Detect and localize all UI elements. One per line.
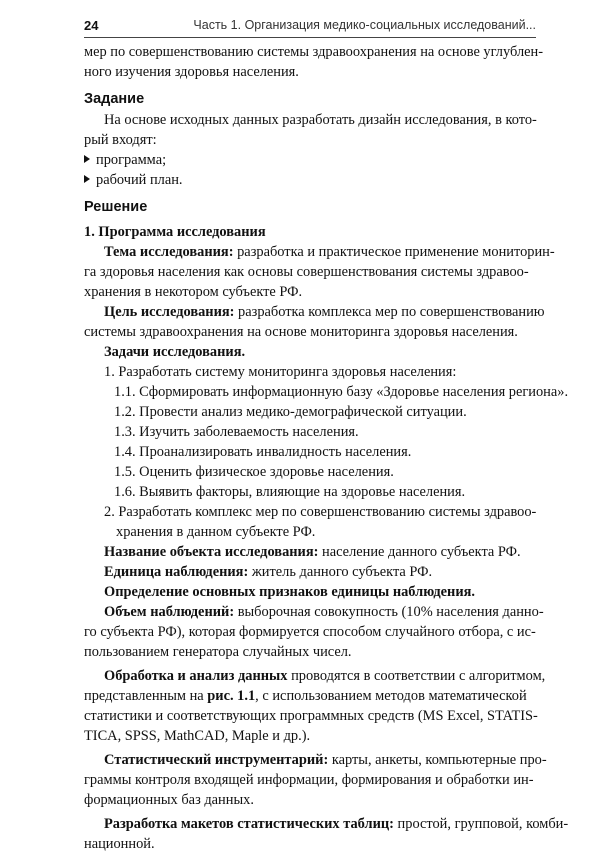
topic-label: Тема исследования: [104, 244, 234, 260]
processing-line: статистики и соответствующих программных средств (MS Excel, STATIS- [84, 708, 538, 724]
tasks-heading: Задачи исследования. [104, 344, 246, 360]
unit-label: Единица наблюдения: [104, 564, 249, 580]
bullet-triangle-icon [84, 175, 90, 183]
bullet-item [84, 170, 536, 190]
header-rule [84, 37, 536, 38]
tools-label: Статистический инструментарий: [104, 752, 329, 768]
intro-line: мер по совершенствованию системы здравоохранения на основе углублен- [84, 44, 544, 60]
subtask-item: 1.2. Провести анализ медико-демографической ситуации. [114, 404, 467, 420]
bullet-text: рабочий план. [96, 172, 183, 188]
subtask-item: 1.3. Изучить заболеваемость населения. [114, 424, 359, 440]
figure-reference: рис. 1.1 [207, 688, 256, 704]
object-label: Название объекта исследования: [104, 544, 319, 560]
volume-label: Объем наблюдений: [104, 604, 235, 620]
volume-line: Объем наблюдений: выборочная совокупность (10% населения данно- [104, 604, 544, 620]
processing-line: представленным на рис. 1.1, с использованием методов математической [84, 688, 527, 704]
subtask-item: 1.6. Выявить факторы, влияющие на здоровье населения. [114, 484, 466, 500]
processing-label: Обработка и анализ данных [104, 668, 288, 684]
tools-line: формационных баз данных. [84, 792, 254, 808]
running-title: Часть 1. Организация медико-социальных исследований... [193, 18, 536, 32]
goal-label: Цель исследования: [104, 304, 235, 320]
unit-line: Единица наблюдения: житель данного субъекта РФ. [104, 564, 433, 580]
task-text-line: На основе исходных данных разработать дизайн исследования, в кото- [104, 112, 537, 128]
tools-line: Статистический инструментарий: карты, анкеты, компьютерные про- [104, 752, 547, 768]
tables-line: национной. [84, 836, 155, 852]
subtask-item: 1.4. Проанализировать инвалидность населения. [114, 444, 412, 460]
topic-line: га здоровья населения как основы совершенствования системы здравоо- [84, 264, 529, 280]
topic-line: хранения в некотором субъекте РФ. [84, 284, 303, 300]
task-item-continued: хранения в данном субъекте РФ. [116, 524, 316, 540]
processing-line: TICA, SPSS, MathCAD, Maple и др.). [84, 728, 311, 744]
program-heading: 1. Программа исследования [84, 224, 266, 240]
page-number: 24 [84, 18, 99, 33]
tables-line: Разработка макетов статистических таблиц: простой, групповой, комби- [104, 816, 569, 832]
processing-line: Обработка и анализ данных проводятся в соответствии с алгоритмом, [104, 668, 546, 684]
topic-line: Тема исследования: разработка и практическое применение мониторин- [104, 244, 555, 260]
task-text-line: рый входят: [84, 132, 157, 148]
task-heading: Задание [84, 91, 145, 107]
solution-heading: Решение [84, 199, 148, 215]
volume-line: пользованием генератора случайных чисел. [84, 644, 352, 660]
intro-line: ного изучения здоровья населения. [84, 64, 299, 80]
volume-line: го субъекта РФ), которая формируется способом случайного отбора, с ис- [84, 624, 536, 640]
running-header [84, 16, 536, 36]
bullet-triangle-icon [84, 155, 90, 163]
goal-line: Цель исследования: разработка комплекса мер по совершенствованию [104, 304, 545, 320]
page-body [84, 42, 569, 854]
bullet-text: программа; [96, 152, 167, 168]
task-item: 2. Разработать комплекс мер по совершенствованию системы здравоо- [104, 504, 537, 520]
subtask-item: 1.5. Оценить физическое здоровье населения. [114, 464, 394, 480]
task-item: 1. Разработать систему мониторинга здоровья населения: [104, 364, 457, 380]
object-line: Название объекта исследования: население данного субъекта РФ. [104, 544, 521, 560]
bullet-item [84, 150, 536, 170]
subtask-item: 1.1. Сформировать информационную базу «Здоровье населения региона». [114, 384, 569, 400]
features-heading: Определение основных признаков единицы наблюдения. [104, 584, 476, 600]
goal-line: системы здравоохранения на основе мониторинга здоровья населения. [84, 324, 518, 340]
tables-label: Разработка макетов статистических таблиц: [104, 816, 394, 832]
tools-line: граммы контроля входящей информации, формирования и обработки ин- [84, 772, 534, 788]
